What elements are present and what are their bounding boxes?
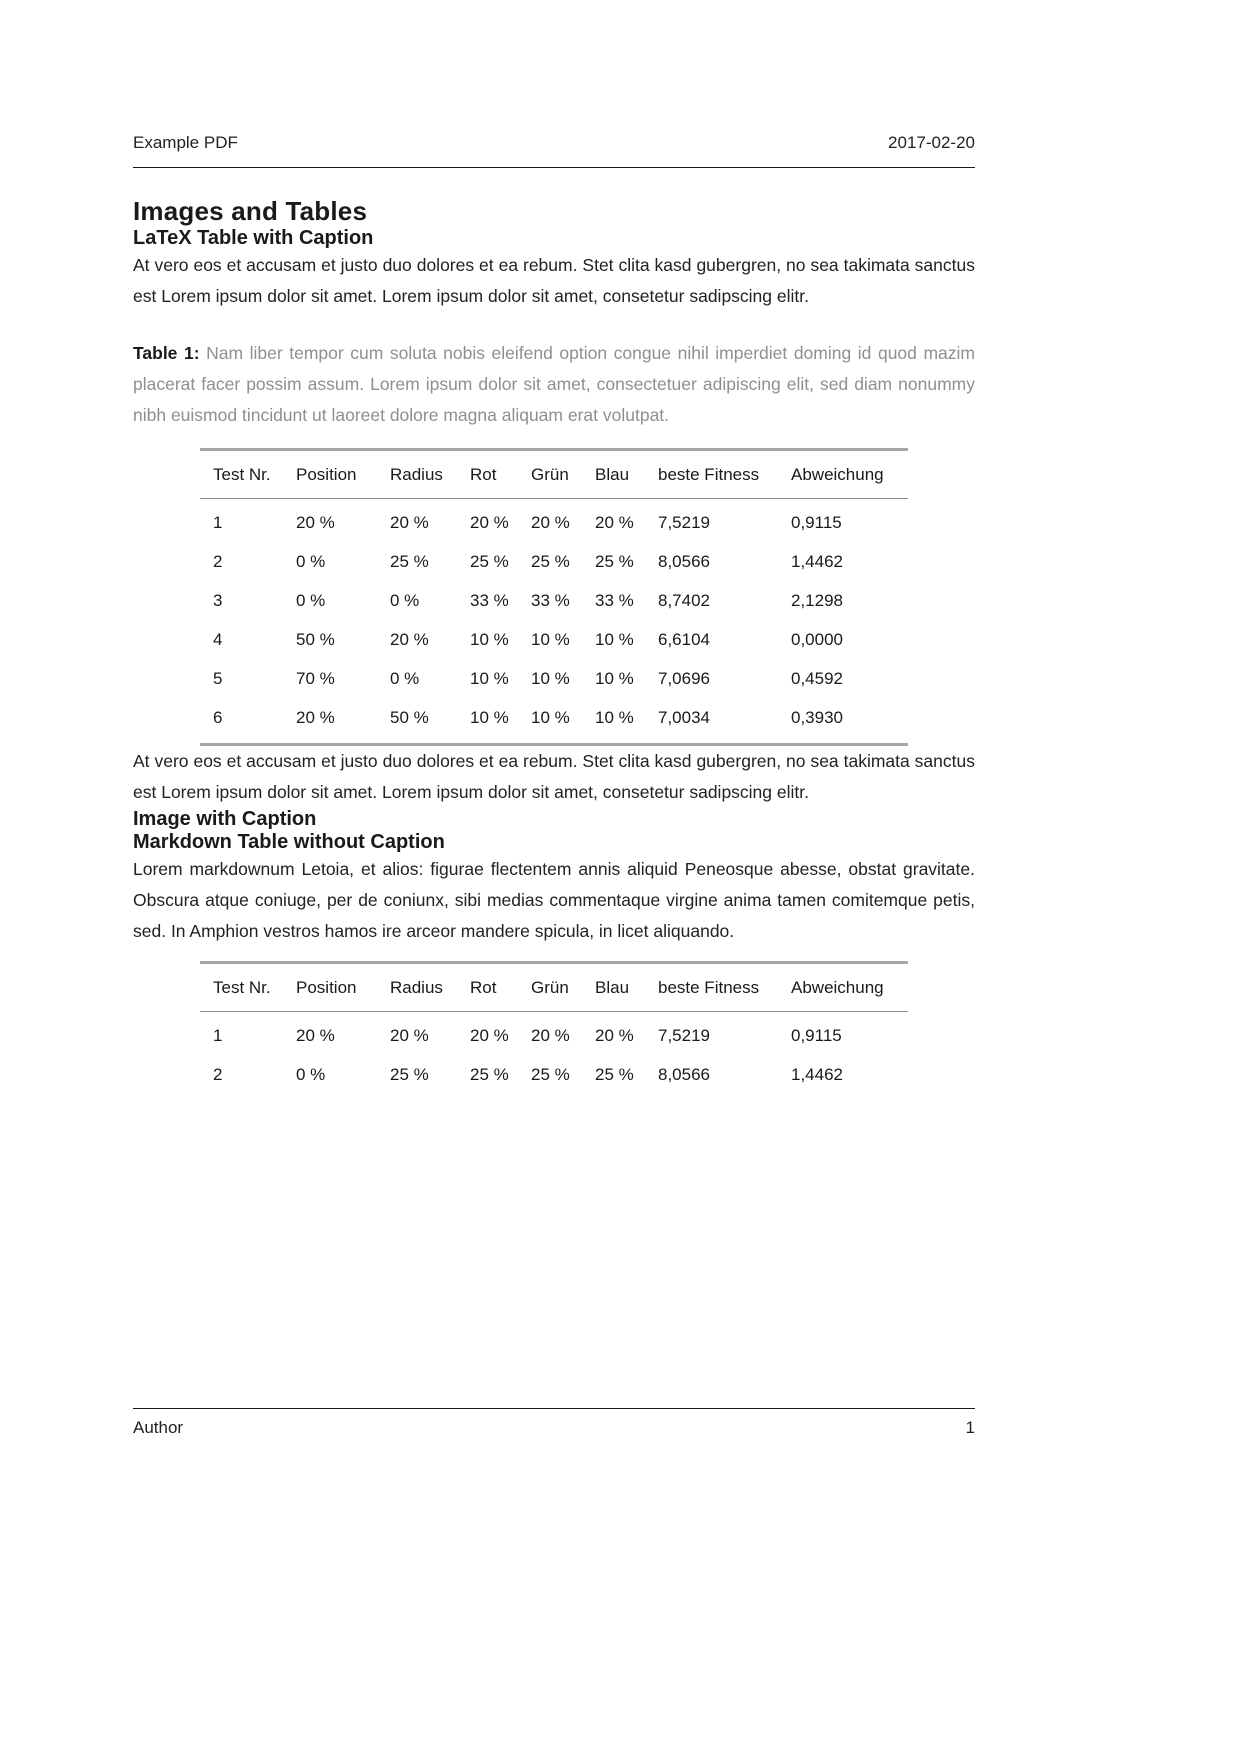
table-row <box>200 698 908 745</box>
table-cell: 1,4462 <box>791 552 843 571</box>
table-cell: 10 % <box>470 630 509 649</box>
table-header-cell: Position <box>283 450 377 499</box>
table-cell: 20 % <box>531 513 570 532</box>
table-cell: 0,9115 <box>791 1026 842 1045</box>
table-cell: 10 % <box>595 669 634 688</box>
table-cell: 2 <box>213 1065 223 1084</box>
page-header <box>133 133 975 168</box>
table-row <box>200 542 908 581</box>
table-cell: 5 <box>213 669 223 688</box>
table-header-cell: Test Nr. <box>200 450 283 499</box>
table-header-cell: beste Fitness <box>645 450 778 499</box>
table-cell: 3 <box>213 591 223 610</box>
table-cell: 1,4462 <box>791 1065 843 1084</box>
table-header-cell: Abweichung <box>778 963 908 1012</box>
table-cell: 20 % <box>595 1026 634 1045</box>
table-header-cell: Grün <box>518 963 582 1012</box>
table-header-cell: Test Nr. <box>200 963 283 1012</box>
table-cell: 7,5219 <box>658 513 710 532</box>
table-cell: 2,1298 <box>791 591 843 610</box>
table-cell: 20 % <box>470 1026 509 1045</box>
page-title: Images and Tables <box>133 196 368 226</box>
section-heading-image-caption: Image with Caption <box>133 808 317 830</box>
table-cell: 10 % <box>531 630 570 649</box>
table-row <box>200 499 908 543</box>
paragraph-at-vero-2: At vero eos et accusam et justo duo dolores et ea rebum. Stet clita kasd gubergren, no sea takimata sanctus est Lorem ipsum dolor sit amet. Lorem ipsum dolor sit amet, consetetur sadipscing elitr. <box>133 751 975 802</box>
table-cell: 10 % <box>531 669 570 688</box>
table-cell: 7,0034 <box>658 708 710 727</box>
table-cell: 6 <box>213 708 223 727</box>
table-cell: 20 % <box>296 1026 335 1045</box>
table-caption-label: Table 1: <box>133 343 200 363</box>
table-cell: 20 % <box>296 708 335 727</box>
table-cell: 10 % <box>595 630 634 649</box>
table-cell: 20 % <box>390 513 429 532</box>
page-footer <box>133 1408 975 1438</box>
table-cell: 20 % <box>296 513 335 532</box>
table-cell: 33 % <box>531 591 570 610</box>
table-cell: 25 % <box>390 552 429 571</box>
table-header-cell: Blau <box>582 450 645 499</box>
table-row <box>200 659 908 698</box>
table-cell: 33 % <box>470 591 509 610</box>
table-cell: 50 % <box>296 630 335 649</box>
table-cell: 10 % <box>470 708 509 727</box>
table-cell: 0 % <box>296 552 326 571</box>
table-cell: 0 % <box>296 591 326 610</box>
table-cell: 10 % <box>470 669 509 688</box>
table-cell: 25 % <box>390 1065 429 1084</box>
table-header-cell: Grün <box>518 450 582 499</box>
table-cell: 70 % <box>296 669 335 688</box>
table-caption <box>133 338 975 431</box>
table-cell: 25 % <box>595 552 634 571</box>
table-header-cell: Abweichung <box>778 450 908 499</box>
table-cell: 20 % <box>595 513 634 532</box>
table-cell: 6,6104 <box>658 630 710 649</box>
paragraph-at-vero-1: At vero eos et accusam et justo duo dolores et ea rebum. Stet clita kasd gubergren, no sea takimata sanctus est Lorem ipsum dolor sit amet. Lorem ipsum dolor sit amet, consetetur sadipscing elitr. <box>133 255 975 306</box>
latex-table <box>200 448 908 746</box>
table-cell: 7,0696 <box>658 669 710 688</box>
table-cell: 0,9115 <box>791 513 842 532</box>
table-header-cell: beste Fitness <box>645 963 778 1012</box>
table-cell: 33 % <box>595 591 634 610</box>
table-cell: 0 % <box>390 669 420 688</box>
table-header-cell: Rot <box>457 450 518 499</box>
table-cell: 25 % <box>595 1065 634 1084</box>
table-cell: 8,7402 <box>658 591 710 610</box>
table-cell: 0 % <box>390 591 420 610</box>
table-cell: 1 <box>213 1026 223 1045</box>
table-cell: 50 % <box>390 708 429 727</box>
table-row <box>200 620 908 659</box>
table-row <box>200 1012 908 1056</box>
table-header-cell: Radius <box>377 963 457 1012</box>
table-row <box>200 1055 908 1094</box>
table-cell: 0,3930 <box>791 708 843 727</box>
section-heading-latex-table: LaTeX Table with Caption <box>133 227 374 249</box>
table-cell: 7,5219 <box>658 1026 710 1045</box>
markdown-table <box>200 961 908 1094</box>
footer-author: Author <box>133 1418 184 1437</box>
table-cell: 10 % <box>595 708 634 727</box>
table-caption-text: Nam liber tempor cum soluta nobis eleifend option congue nihil imperdiet doming id quod mazim placerat facer possim assum. Lorem ipsum dolor sit amet, consectetuer adipiscing elit, sed diam nonummy nibh euismod tincidunt ut laoreet dolore magna aliquam erat volutpat. <box>133 343 975 425</box>
header-date: 2017-02-20 <box>888 133 975 152</box>
table-cell: 0,4592 <box>791 669 843 688</box>
table-cell: 20 % <box>470 513 509 532</box>
table-cell: 4 <box>213 630 223 649</box>
table-cell: 0,0000 <box>791 630 843 649</box>
table-cell: 25 % <box>531 1065 570 1084</box>
table-row <box>200 581 908 620</box>
section-heading-markdown-table: Markdown Table without Caption <box>133 831 445 853</box>
table-cell: 20 % <box>531 1026 570 1045</box>
table-cell: 1 <box>213 513 223 532</box>
table-cell: 25 % <box>470 1065 509 1084</box>
table-cell: 8,0566 <box>658 1065 710 1084</box>
table-cell: 25 % <box>470 552 509 571</box>
table-cell: 0 % <box>296 1065 326 1084</box>
table-header-cell: Position <box>283 963 377 1012</box>
table-header-row <box>200 963 908 1012</box>
paragraph-lorem-markdownum: Lorem markdownum Letoia, et alios: figurae flectentem annis aliquid Peneosque abesse, obstat gravitate. Obscura atque coniuge, per de coniunx, sibi medias commentaque virgine anima tamen comitemque petis, sed. In Amphion vestros hamos ire arceor mandere spicula, in licet aliquando. <box>133 859 975 941</box>
table-header-row <box>200 450 908 499</box>
table-cell: 25 % <box>531 552 570 571</box>
header-document-title: Example PDF <box>133 133 238 152</box>
footer-page-number: 1 <box>965 1418 975 1437</box>
table-cell: 2 <box>213 552 223 571</box>
table-cell: 8,0566 <box>658 552 710 571</box>
table-cell: 20 % <box>390 630 429 649</box>
table-header-cell: Rot <box>457 963 518 1012</box>
table-cell: 10 % <box>531 708 570 727</box>
table-header-cell: Radius <box>377 450 457 499</box>
table-header-cell: Blau <box>582 963 645 1012</box>
table-cell: 20 % <box>390 1026 429 1045</box>
